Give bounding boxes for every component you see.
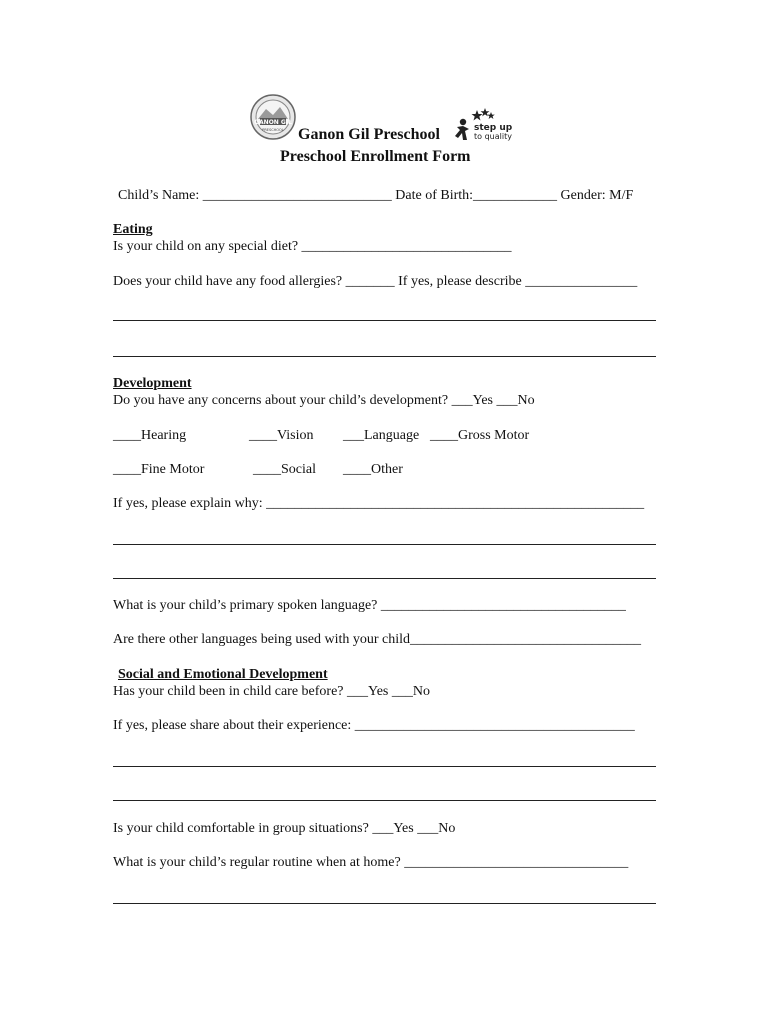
other-option[interactable]: ____Other (343, 462, 403, 477)
answer-line[interactable] (113, 320, 656, 321)
language-option[interactable]: ___Language (343, 428, 420, 443)
answer-line[interactable] (113, 544, 656, 545)
answer-line[interactable] (113, 578, 656, 579)
social-emotional-heading: Social and Emotional Development (118, 667, 328, 682)
hearing-option[interactable]: ____Hearing (113, 428, 187, 443)
development-heading: Development (113, 376, 192, 391)
vision-option[interactable]: ____Vision (249, 428, 314, 443)
fine-motor-option[interactable]: ____Fine Motor (113, 462, 205, 477)
social-option[interactable]: ____Social (253, 462, 316, 477)
child-care-question[interactable]: Has your child been in child care before? ___Yes ___No (113, 684, 430, 699)
svg-text:to quality: to quality (474, 132, 512, 141)
answer-line[interactable] (113, 903, 656, 904)
form-title: Preschool Enrollment Form (280, 148, 471, 165)
school-name: Ganon Gil Preschool (298, 126, 440, 143)
food-allergies-question[interactable]: Does your child have any food allergies? _______ If yes, please describe ________________ (113, 274, 638, 289)
group-situations-question[interactable]: Is your child comfortable in group situations? ___Yes ___No (113, 821, 456, 836)
step-up-to-quality-logo (455, 108, 521, 144)
eating-heading: Eating (113, 222, 153, 237)
svg-text:GANON GIL: GANON GIL (254, 119, 292, 126)
answer-line[interactable] (113, 356, 656, 357)
regular-routine-question[interactable]: What is your child’s regular routine when at home? ________________________________ (113, 855, 629, 870)
child-info-line[interactable]: Child’s Name: ___________________________ Date of Birth:____________ Gender: M/F (118, 188, 634, 203)
special-diet-question[interactable]: Is your child on any special diet? ______________________________ (113, 239, 512, 254)
other-languages-question[interactable]: Are there other languages being used with your child_________________________________ (113, 632, 642, 647)
primary-language-question[interactable]: What is your child’s primary spoken language? ___________________________________ (113, 598, 626, 613)
svg-text:step up: step up (474, 123, 513, 133)
development-concerns-question[interactable]: Do you have any concerns about your child’s development? ___Yes ___No (113, 393, 535, 408)
svg-text:PRESCHOOL: PRESCHOOL (262, 128, 284, 132)
gross-motor-option[interactable]: ____Gross Motor (430, 428, 530, 443)
explain-why-question[interactable]: If yes, please explain why: ______________________________________________________ (113, 496, 645, 511)
share-experience-question[interactable]: If yes, please share about their experience: ________________________________________ (113, 718, 635, 733)
preschool-logo (248, 93, 298, 141)
answer-line[interactable] (113, 800, 656, 801)
answer-line[interactable] (113, 766, 656, 767)
